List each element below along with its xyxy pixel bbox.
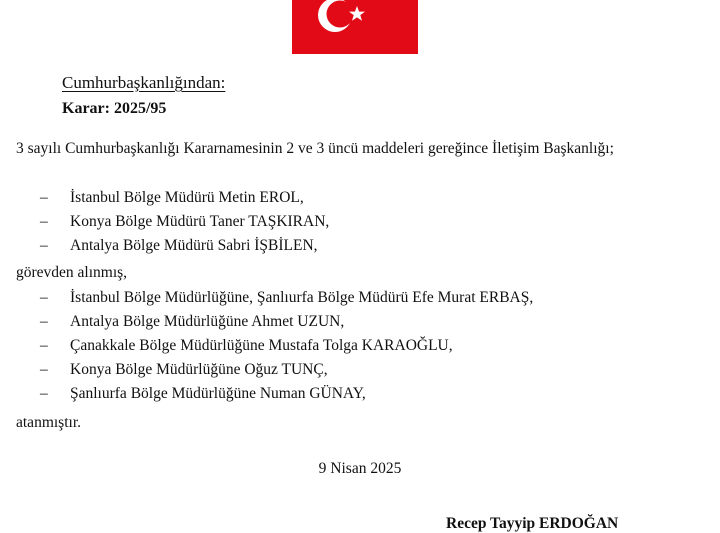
list-item-text: İstanbul Bölge Müdürlüğüne, Şanlıurfa Bölge Müdürü Efe Murat ERBAŞ, [70, 289, 534, 306]
list-item-text: Antalya Bölge Müdürü Sabri İŞBİLEN, [70, 237, 318, 254]
list-item [40, 286, 533, 310]
list-item-text: İstanbul Bölge Müdürü Metin EROL, [70, 189, 304, 206]
list-dash: – [40, 213, 48, 230]
crescent-inner [327, 1, 354, 28]
list-dash: – [40, 337, 48, 354]
list-item [40, 358, 533, 382]
list-item [40, 382, 533, 406]
list-item-text: Şanlıurfa Bölge Müdürlüğüne Numan GÜNAY, [70, 385, 366, 402]
issuer-heading: Cumhurbaşkanlığından: [62, 73, 226, 92]
list-item [40, 210, 329, 234]
decision-date: 9 Nisan 2025 [318, 460, 402, 477]
signatory-name: Recep Tayyip ERDOĞAN [446, 515, 619, 532]
crescent-star-icon [292, 0, 418, 54]
decision-number: Karar: 2025/95 [62, 100, 167, 117]
list-dash: – [40, 313, 48, 330]
appointed-statement: atanmıştır. [16, 414, 82, 431]
list-item-text: Antalya Bölge Müdürlüğüne Ahmet UZUN, [70, 313, 345, 330]
flag-background [292, 0, 418, 54]
list-item-text: Konya Bölge Müdürlüğüne Oğuz TUNÇ, [70, 361, 328, 378]
list-item-text: Konya Bölge Müdürü Taner TAŞKIRAN, [70, 213, 330, 230]
intro-paragraph: 3 sayılı Cumhurbaşkanlığı Kararnamesinin 2 ve 3 üncü maddeleri gereğince İletişim Başkanlığı; [16, 140, 614, 157]
list-item [40, 310, 533, 334]
list-dash: – [40, 361, 48, 378]
list-dash: – [40, 385, 48, 402]
list-item-text: Çanakkale Bölge Müdürlüğüne Mustafa Tolga KARAOĞLU, [70, 337, 453, 354]
list-dash: – [40, 289, 48, 306]
list-dash: – [40, 237, 48, 254]
list-dash: – [40, 189, 48, 206]
turkish-flag [292, 0, 418, 54]
appointed-officials-list [40, 286, 533, 406]
removed-officials-list [40, 186, 329, 258]
list-item [40, 234, 329, 258]
removed-statement: görevden alınmış, [16, 264, 128, 281]
list-item [40, 186, 329, 210]
list-item [40, 334, 533, 358]
